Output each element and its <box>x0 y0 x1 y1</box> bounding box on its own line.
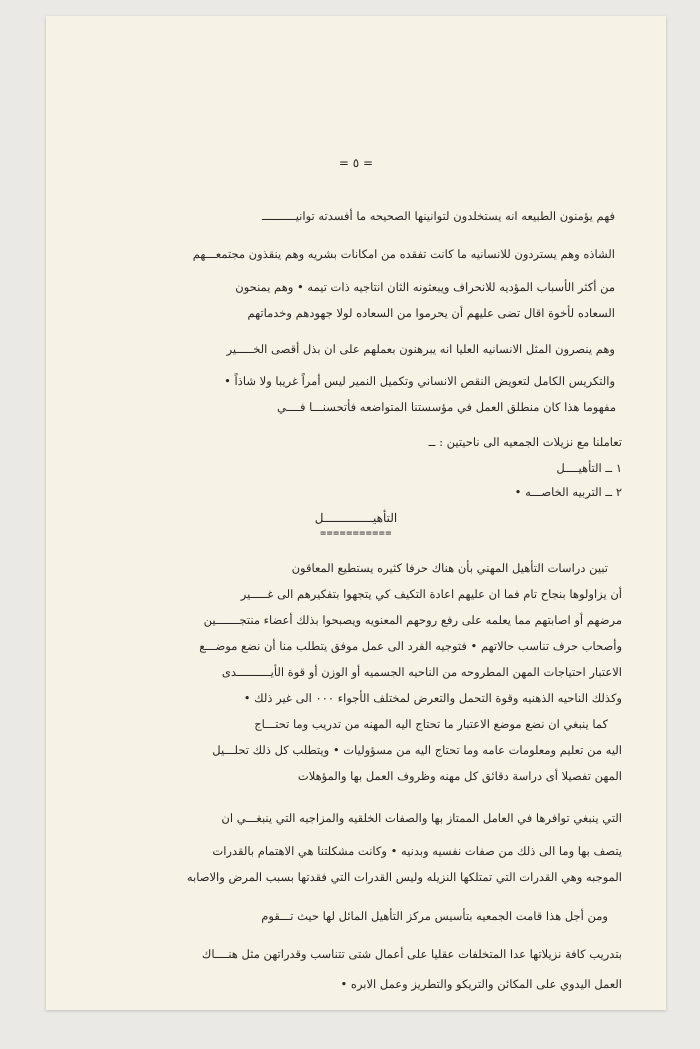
text-line: والتكريس الكامل لتعويض النقص الانساني وتكميل النمير ليس أمراً غريبا ولا شاذاً • <box>224 374 615 388</box>
text-line: تعاملنا مع نزيلات الجمعيه الى ناحيتين : ــ <box>428 435 622 449</box>
text-line: أن يزاولوها بنجاح تام فما ان عليهم اعادة التكيف كي يتجهوا بتفكيرهم الى غـــــير <box>240 587 622 601</box>
text-line: الموجبه وهي القدرات التي تمتلكها النزيله وليس القدرات التي فقدتها بسبب المرض والاصابه <box>186 870 622 884</box>
text-line: من أكثر الأسباب المؤديه للانحراف ويبعثونه الثان انتاجيه ذات تيمه • وهم يمنحون <box>235 280 615 294</box>
text-line: وكذلك الناحيه الذهنيه وقوة التحمل والتعرض لمختلف الأجواء ٠٠٠ الى غير ذلك • <box>243 691 622 705</box>
text-line: اليه من تعليم ومعلومات عامه وما تحتاج اليه من مسؤوليات • ويتطلب كل ذلك تحلـــيل <box>212 743 622 757</box>
section-heading: التأهيــــــــــــــل <box>314 511 398 525</box>
text-line: كما ينبغي ان نضع موضع الاعتبار ما تحتاج اليه المهنه من تدريب وما تحتـــاج <box>254 717 608 731</box>
text-line: الاعتبار احتياجات المهن المطروحه من الناحيه الجسميه أو الوزن أو قوة الأيــــــــــدى <box>221 665 622 679</box>
text-line: وهم ينصرون المثل الانسانيه العليا انه يبرهنون بعملهم على ان بذل أقصى الخـــــير <box>226 342 615 356</box>
list-item: ١ ــ التأهيــــل <box>556 461 622 475</box>
text-line: المهن تفصيلا أى دراسة دقائق كل مهنه وظروف العمل بها والمؤهلات <box>297 769 622 783</box>
text-line: تبين دراسات التأهيل المهني بأن هناك حرفا كثيره يستطيع المعاقون <box>291 561 608 575</box>
text-line: العمل اليدوي على المكائن والتريكو والتطريز وعمل الابره • <box>340 977 622 991</box>
list-item: ٢ ــ التربيه الخاصـــه • <box>514 485 622 499</box>
text-line: السعاده لأخوة اقال تضى عليهم أن يحرموا من السعاده لولا جهودهم وخدماتهم <box>247 306 615 320</box>
text-line: ومن أجل هذا قامت الجمعيه بتأسيس مركز التأهيل المائل لها حيث تـــقوم <box>261 909 608 923</box>
page-number: = ٥ = <box>338 156 374 170</box>
text-line: مفهوما هذا كان منطلق العمل في مؤسستنا المتواضعه فأتحسنـــا فــــي <box>276 400 616 414</box>
text-line: فهم يؤمنون الطبيعه انه يستخلدون لتوانينها الصحيحه ما أفسدته توانيــــــــــ <box>262 209 615 223</box>
text-line: بتدريب كافة نزيلاتها عدا المتخلفات عقليا على أعمال شتى تتناسب وقدراتهن مثل هنــــاك <box>201 947 622 961</box>
document-page <box>46 16 666 1010</box>
text-line: مرضهم أو اصابتهم مما يعلمه على رفع روحهم المعنويه ويصبحوا بذلك أعضاء منتجـــــــين <box>203 613 622 627</box>
text-line: يتصف بها وما الى ذلك من صفات نفسيه وبدنيه • وكانت مشكلتنا هي الاهتمام بالقدرات <box>212 844 622 858</box>
text-line: وأصحاب حرف تناسب حالاتهم • فتوجيه الفرد الى عمل موفق يتطلب منا أن نضع موضـــع <box>199 639 622 653</box>
text-line: الشاذه وهم يستردون للانسانيه ما كانت تفقده من امكانات بشريه وهم ينقذون مجتمعـــهم <box>192 247 615 261</box>
text-line: التي ينبغي توافرها في العامل الممتاز بها والصفات الخلقيه والمزاجيه التي ينبغـــي ان <box>221 811 622 825</box>
section-heading-underline: =========== <box>320 528 392 539</box>
